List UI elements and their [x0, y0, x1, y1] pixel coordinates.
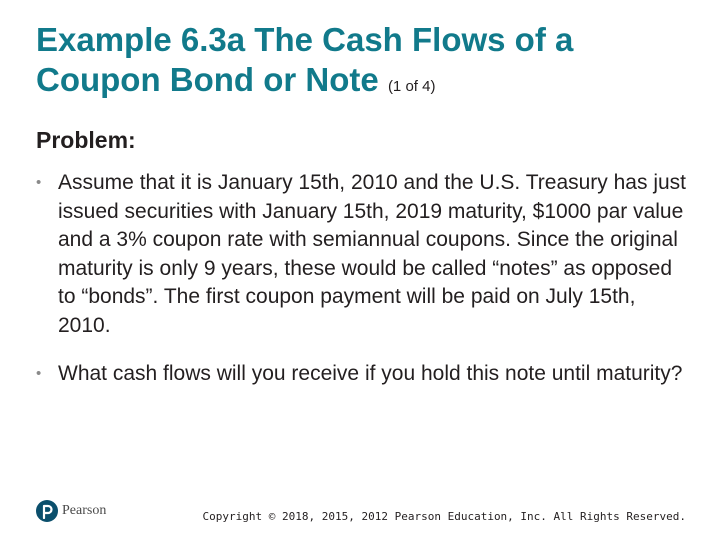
slide-title [36, 20, 696, 107]
slide-title-text: Example 6.3a The Cash Flows of a Coupon Bond or Note [36, 21, 574, 98]
bullet-item-question [36, 360, 686, 389]
bullet-marker: • [36, 174, 42, 191]
pearson-p-icon [36, 500, 58, 522]
pearson-logo [36, 500, 106, 522]
slide-part-label: (1 of 4) [387, 78, 436, 95]
slide-footer [0, 490, 720, 540]
pearson-wordmark: Pearson [62, 503, 107, 518]
bullet-marker: • [36, 365, 42, 382]
problem-heading: Problem: [36, 127, 136, 153]
bullet-item-assumption [36, 169, 686, 340]
copyright-notice: Copyright © 2018, 2015, 2012 Pearson Education, Inc. All Rights Reserved. [202, 510, 686, 523]
bullet-text: Assume that it is January 15th, 2010 and the U.S. Treasury has just issued securities with January 15th, 2019 maturity, $1000 par value and a 3% coupon rate with semiannual coupons. Since the original maturity is only 9 years, these would be called “notes” as opposed to “bonds”. The first coupon payment will be paid on July 15th, 2010. [58, 171, 687, 337]
bullet-text: What cash flows will you receive if you hold this note until maturity? [58, 362, 683, 385]
bullet-list [36, 169, 686, 389]
